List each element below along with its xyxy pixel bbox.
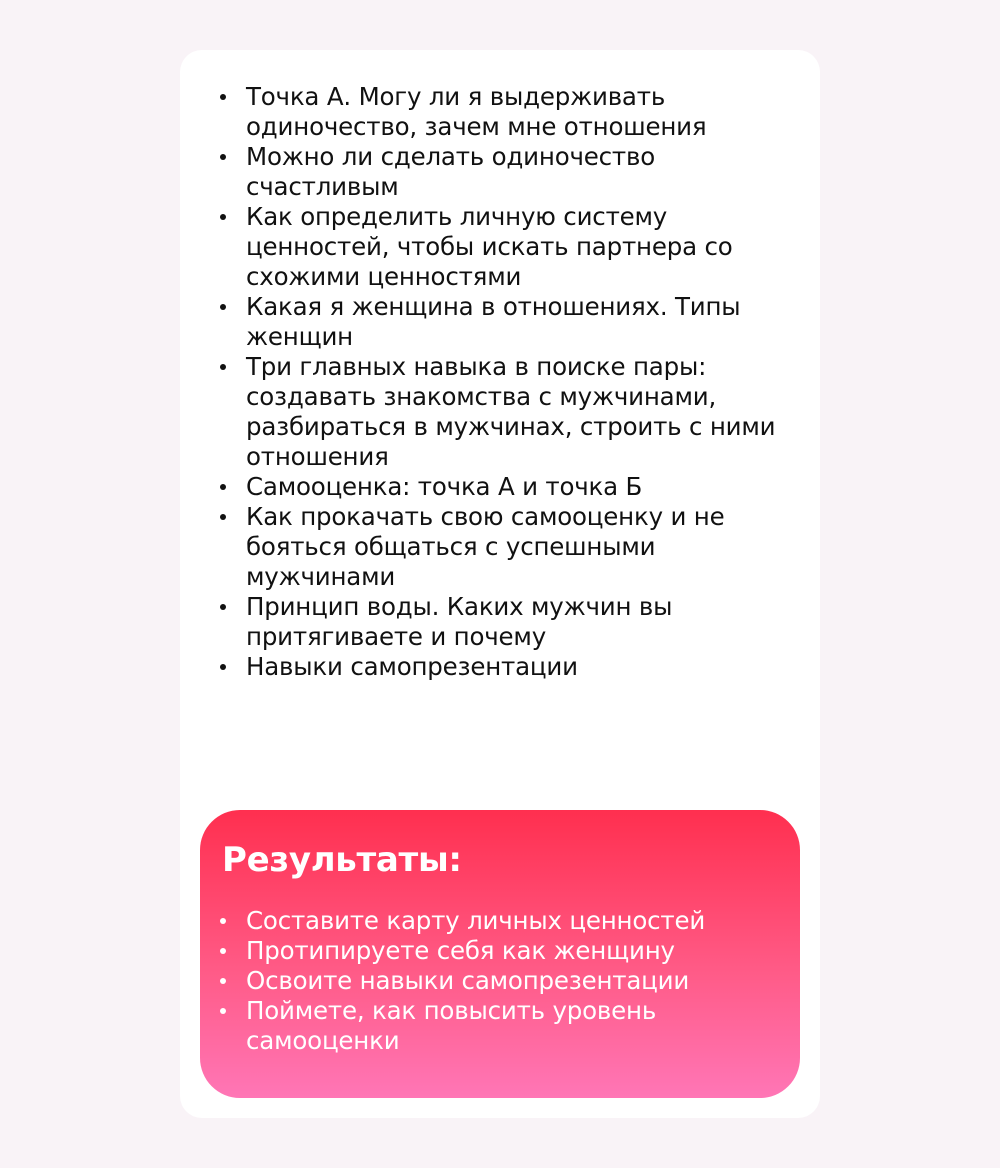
results-title: Результаты: (222, 840, 462, 880)
bullet-icon (220, 948, 226, 954)
list-item (220, 142, 790, 202)
list-item (220, 502, 790, 592)
results-panel (200, 810, 800, 1098)
topics-list (220, 82, 790, 682)
list-item-text: Самооценка: точка А и точка Б (246, 472, 643, 501)
list-item-text: Освоите навыки самопрезентации (246, 966, 690, 995)
bullet-icon (220, 154, 226, 160)
list-item (220, 592, 790, 652)
bullet-icon (220, 514, 226, 520)
list-item (220, 936, 780, 966)
list-item (220, 352, 790, 472)
list-item-text: Протипируете себя как женщину (246, 936, 675, 965)
list-item-text: Как определить личную систему ценностей, чтобы искать партнера со схожими ценностями (246, 202, 733, 291)
list-item-text: Принцип воды. Каких мужчин вы притягиваете и почему (246, 592, 673, 651)
bullet-icon (220, 214, 226, 220)
list-item (220, 202, 790, 292)
bullet-icon (220, 1008, 226, 1014)
bullet-icon (220, 304, 226, 310)
bullet-icon (220, 918, 226, 924)
content-card (180, 50, 820, 1118)
list-item-text: Какая я женщина в отношениях. Типы женщин (246, 292, 741, 351)
list-item (220, 652, 790, 682)
results-list (220, 906, 780, 1056)
bullet-icon (220, 664, 226, 670)
bullet-icon (220, 604, 226, 610)
list-item (220, 996, 780, 1056)
list-item-text: Можно ли сделать одиночество счастливым (246, 142, 655, 201)
bullet-icon (220, 978, 226, 984)
list-item-text: Навыки самопрезентации (246, 652, 578, 681)
bullet-icon (220, 364, 226, 370)
list-item-text: Три главных навыка в поиске пары: создавать знакомства с мужчинами, разбираться в мужчинах, строить с ними отношения (246, 352, 776, 471)
list-item (220, 906, 780, 936)
list-item (220, 472, 790, 502)
list-item-text: Составите карту личных ценностей (246, 906, 706, 935)
list-item (220, 292, 790, 352)
list-item-text: Поймете, как повысить уровень самооценки (246, 996, 657, 1055)
list-item (220, 82, 790, 142)
list-item-text: Точка А. Могу ли я выдерживать одиночество, зачем мне отношения (246, 82, 707, 141)
list-item (220, 966, 780, 996)
list-item-text: Как прокачать свою самооценку и не бояться общаться с успешными мужчинами (246, 502, 725, 591)
bullet-icon (220, 484, 226, 490)
bullet-icon (220, 94, 226, 100)
